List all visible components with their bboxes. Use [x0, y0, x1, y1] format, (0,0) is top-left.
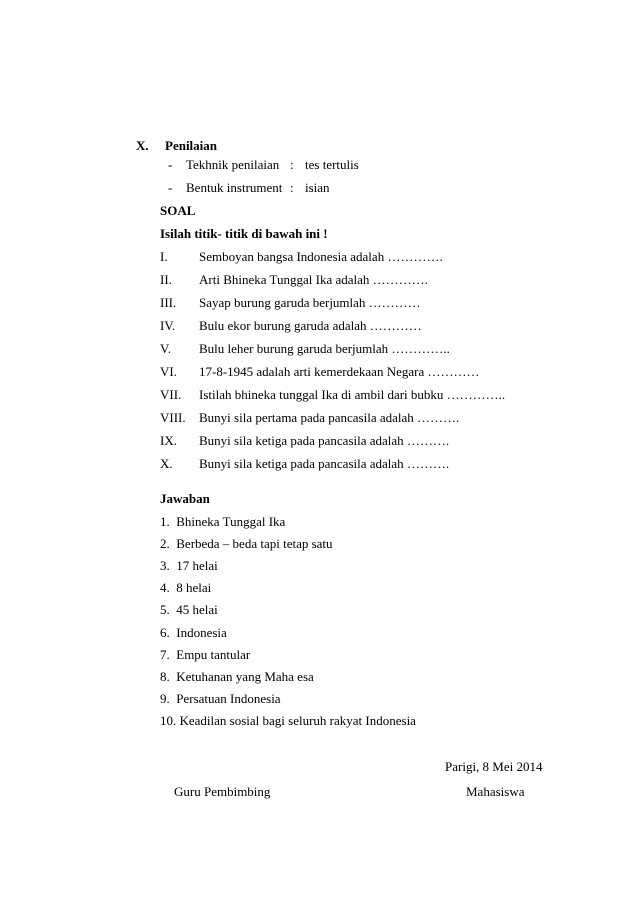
question-text: Bunyi sila ketiga pada pancasila adalah ……….: [199, 456, 450, 471]
question-text: Sayap burung garuda berjumlah …………: [199, 295, 421, 310]
meta-label: Tekhnik penilaian: [186, 157, 280, 172]
answer-item: 4. 8 helai: [160, 580, 212, 595]
section-title: Penilaian: [165, 138, 218, 153]
question-text: Bulu leher burung garuda berjumlah …………..: [199, 341, 450, 356]
meta-colon: :: [290, 157, 294, 172]
answer-item: 9. Persatuan Indonesia: [160, 691, 281, 706]
question-number: V.: [160, 341, 171, 356]
section-number: X.: [136, 138, 149, 153]
question-text: Istilah bhineka tunggal Ika di ambil dari bubku …………..: [199, 387, 506, 402]
question-text: 17-8-1945 adalah arti kemerdekaan Negara …………: [199, 364, 480, 379]
question-number: III.: [160, 295, 177, 310]
answer-item: 3. 17 helai: [160, 558, 218, 573]
question-text: Arti Bhineka Tunggal Ika adalah ………….: [199, 272, 428, 287]
question-number: VIII.: [160, 410, 186, 425]
question-number: VI.: [160, 364, 177, 379]
answer-item: 5. 45 helai: [160, 602, 218, 617]
question-text: Semboyan bangsa Indonesia adalah ………….: [199, 249, 443, 264]
meta-label: Bentuk instrument: [186, 180, 283, 195]
meta-dash: -: [168, 157, 173, 172]
meta-colon: :: [290, 180, 294, 195]
question-number: X.: [160, 456, 173, 471]
question-text: Bunyi sila pertama pada pancasila adalah ……….: [199, 410, 460, 425]
question-number: IX.: [160, 433, 177, 448]
answer-item: 2. Berbeda – beda tapi tetap satu: [160, 536, 333, 551]
meta-dash: -: [168, 180, 173, 195]
question-number: IV.: [160, 318, 176, 333]
question-text: Bulu ekor burung garuda adalah …………: [199, 318, 422, 333]
place-date: Parigi, 8 Mei 2014: [445, 759, 543, 774]
question-text: Bunyi sila ketiga pada pancasila adalah ……….: [199, 433, 450, 448]
answer-item: 10. Keadilan sosial bagi seluruh rakyat Indonesia: [160, 713, 416, 728]
signatory-left: Guru Pembimbing: [174, 784, 271, 799]
soal-heading: SOAL: [160, 203, 196, 218]
answer-item: 6. Indonesia: [160, 625, 227, 640]
answer-item: 1. Bhineka Tunggal Ika: [160, 514, 286, 529]
jawaban-heading: Jawaban: [160, 491, 210, 506]
question-number: II.: [160, 272, 172, 287]
meta-value: isian: [305, 180, 330, 195]
signatory-right: Mahasiswa: [466, 784, 525, 799]
meta-value: tes tertulis: [305, 157, 359, 172]
soal-instruction: Isilah titik- titik di bawah ini !: [160, 226, 328, 241]
answer-item: 7. Empu tantular: [160, 647, 251, 662]
question-number: VII.: [160, 387, 182, 402]
question-number: I.: [160, 249, 168, 264]
answer-item: 8. Ketuhanan yang Maha esa: [160, 669, 314, 684]
